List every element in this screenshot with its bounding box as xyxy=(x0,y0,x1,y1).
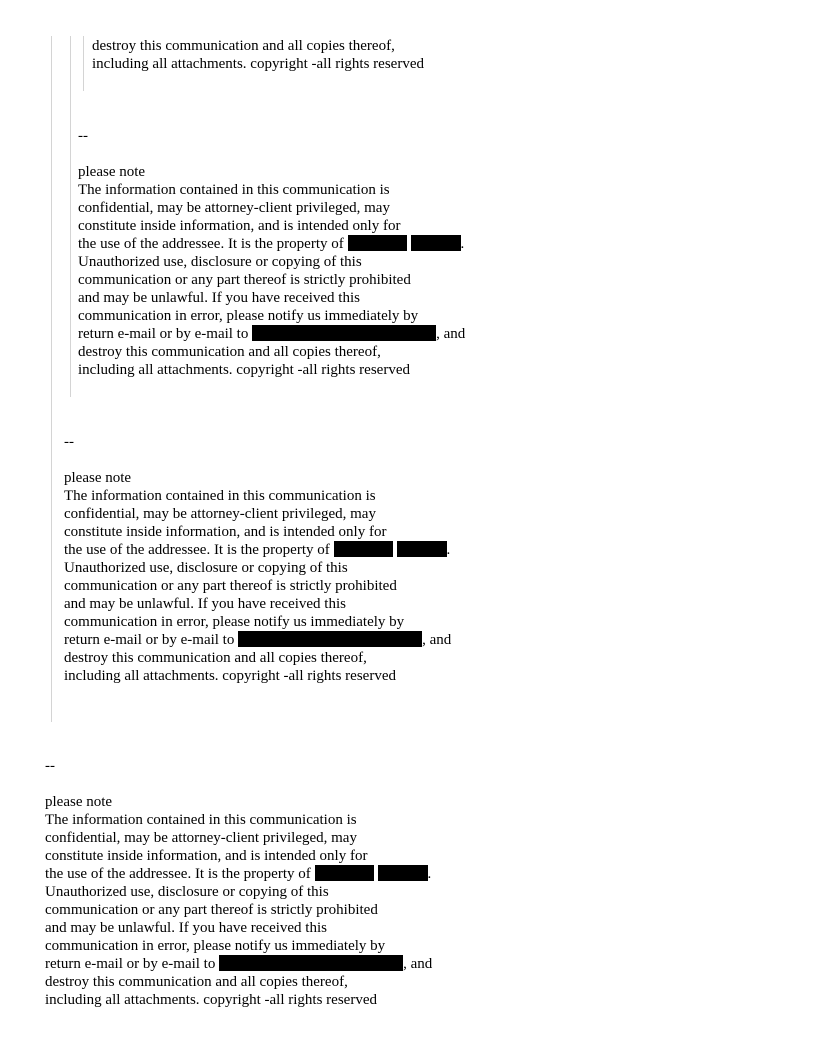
disclaimer-line: the use of the addressee. It is the property of . xyxy=(45,866,432,882)
redaction-box xyxy=(252,325,436,341)
disclaimer-line: return e-mail or by e-mail to , and xyxy=(78,326,466,342)
signature-separator: -- xyxy=(45,758,55,774)
quoted-disclaimer-level-2 xyxy=(78,127,465,379)
redaction-box xyxy=(334,541,393,557)
disclaimer-line: the use of the addressee. It is the property of . xyxy=(64,542,451,558)
disclaimer-line: destroy this communication and all copies thereof, xyxy=(45,974,348,990)
redaction-box xyxy=(378,865,428,881)
disclaimer-line: communication in error, please notify us immediately by xyxy=(78,308,419,324)
disclaimer-line: the use of the addressee. It is the property of . xyxy=(78,236,465,252)
redaction-box xyxy=(238,631,422,647)
disclaimer-line: The information contained in this communication is xyxy=(78,182,390,198)
redaction-box xyxy=(348,235,407,251)
disclaimer-heading: please note xyxy=(78,164,146,180)
quote-rule-level-3 xyxy=(83,36,84,91)
redaction-box xyxy=(315,865,374,881)
disclaimer-line: destroy this communication and all copies thereof, xyxy=(92,38,395,54)
disclaimer-line: including all attachments. copyright -all rights reserved xyxy=(64,668,396,684)
signature-separator: -- xyxy=(78,128,88,144)
disclaimer-line: Unauthorized use, disclosure or copying of this xyxy=(78,254,362,270)
disclaimer-line: including all attachments. copyright -all rights reserved xyxy=(92,56,424,72)
disclaimer-line: communication or any part thereof is strictly prohibited xyxy=(64,578,397,594)
redaction-box xyxy=(411,235,461,251)
disclaimer-line: The information contained in this communication is xyxy=(64,488,376,504)
disclaimer-line: communication in error, please notify us immediately by xyxy=(45,938,386,954)
disclaimer-line: including all attachments. copyright -all rights reserved xyxy=(78,362,410,378)
disclaimer-line: return e-mail or by e-mail to , and xyxy=(45,956,433,972)
disclaimer-line: and may be unlawful. If you have received this xyxy=(78,290,360,306)
disclaimer-line: Unauthorized use, disclosure or copying of this xyxy=(64,560,348,576)
disclaimer-line: confidential, may be attorney-client privileged, may xyxy=(64,506,376,522)
disclaimer-line: destroy this communication and all copies thereof, xyxy=(78,344,381,360)
disclaimer-line: communication or any part thereof is strictly prohibited xyxy=(45,902,378,918)
disclaimer-line: constitute inside information, and is intended only for xyxy=(78,218,401,234)
disclaimer-line: constitute inside information, and is intended only for xyxy=(64,524,387,540)
disclaimer-line: and may be unlawful. If you have received this xyxy=(45,920,327,936)
quote-rule-level-2 xyxy=(70,36,71,397)
disclaimer-line: return e-mail or by e-mail to , and xyxy=(64,632,452,648)
disclaimer-line: confidential, may be attorney-client privileged, may xyxy=(45,830,357,846)
quoted-disclaimer-tail xyxy=(92,37,424,73)
disclaimer-line: confidential, may be attorney-client privileged, may xyxy=(78,200,390,216)
quoted-disclaimer-level-1 xyxy=(64,433,451,685)
disclaimer-line: The information contained in this communication is xyxy=(45,812,357,828)
disclaimer-heading: please note xyxy=(64,470,132,486)
disclaimer-line: constitute inside information, and is intended only for xyxy=(45,848,368,864)
redaction-box xyxy=(219,955,403,971)
signature-separator: -- xyxy=(64,434,74,450)
disclaimer-line: communication or any part thereof is strictly prohibited xyxy=(78,272,411,288)
disclaimer-line: including all attachments. copyright -all rights reserved xyxy=(45,992,377,1008)
disclaimer xyxy=(45,757,432,1009)
disclaimer-line: communication in error, please notify us immediately by xyxy=(64,614,405,630)
disclaimer-line: Unauthorized use, disclosure or copying of this xyxy=(45,884,329,900)
disclaimer-line: and may be unlawful. If you have received this xyxy=(64,596,346,612)
redaction-box xyxy=(397,541,447,557)
quote-rule-level-1 xyxy=(51,36,52,722)
disclaimer-line: destroy this communication and all copies thereof, xyxy=(64,650,367,666)
disclaimer-heading: please note xyxy=(45,794,113,810)
